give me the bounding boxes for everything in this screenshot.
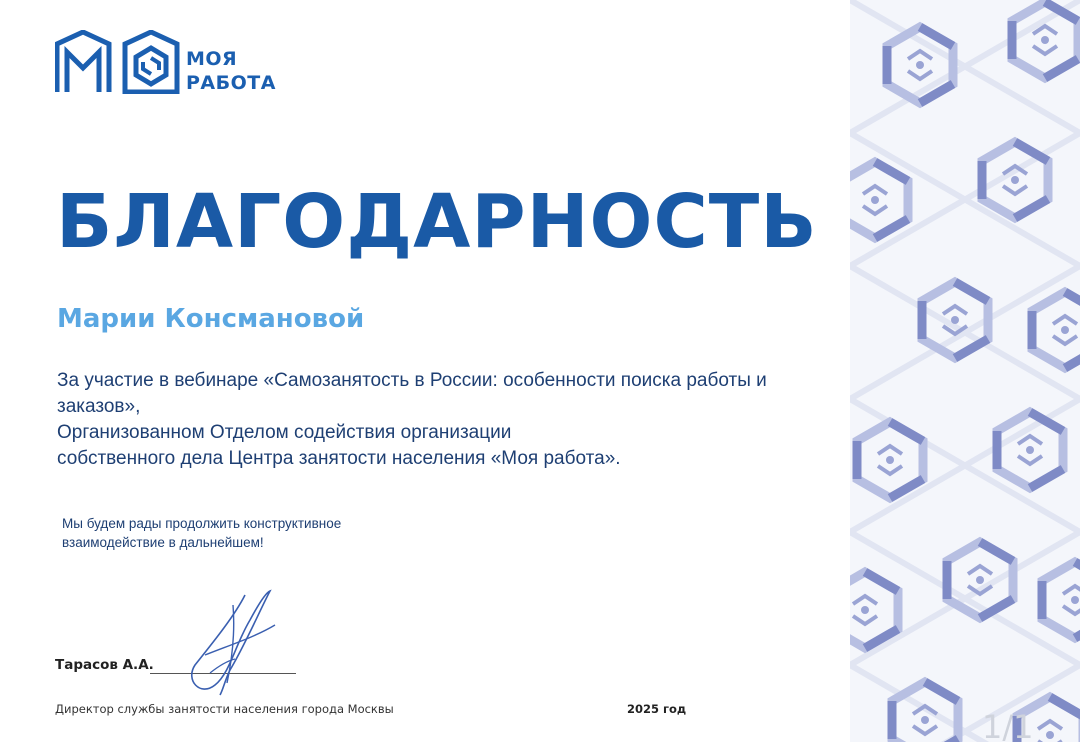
gratitude-line-2: заказов»,: [57, 396, 141, 417]
gratitude-text: [57, 368, 817, 472]
signer-name: Тарасов А.А.: [55, 657, 154, 673]
signer-position: Директор службы занятости населения города Москвы: [55, 702, 394, 716]
gratitude-line-1: За участие в вебинаре «Самозанятость в России: особенности поиска работы и: [57, 370, 767, 391]
document-year: 2025 год: [627, 702, 687, 716]
closing-wish: [62, 514, 422, 552]
logo-text-line1: МОЯ: [186, 48, 238, 70]
closing-wish-line-1: Мы будем рады продолжить конструктивное: [62, 516, 342, 531]
logo-text-line2: РАБОТА: [186, 72, 276, 94]
page-counter: 1/1: [982, 708, 1034, 746]
gratitude-line-3: Организованном Отделом содействия организации: [57, 422, 512, 443]
handwritten-signature-icon: [175, 585, 285, 700]
document-title: БЛАГОДАРНОСТЬ: [56, 179, 818, 265]
logo-text: [186, 47, 276, 95]
decorative-hexagon-pattern-icon: [850, 0, 1080, 742]
closing-wish-line-2: взаимодействие в дальнейшем!: [62, 535, 264, 550]
gratitude-line-4: собственного дела Центра занятости населения «Моя работа».: [57, 448, 621, 469]
recipient-name: Марии Консмановой: [57, 304, 365, 334]
